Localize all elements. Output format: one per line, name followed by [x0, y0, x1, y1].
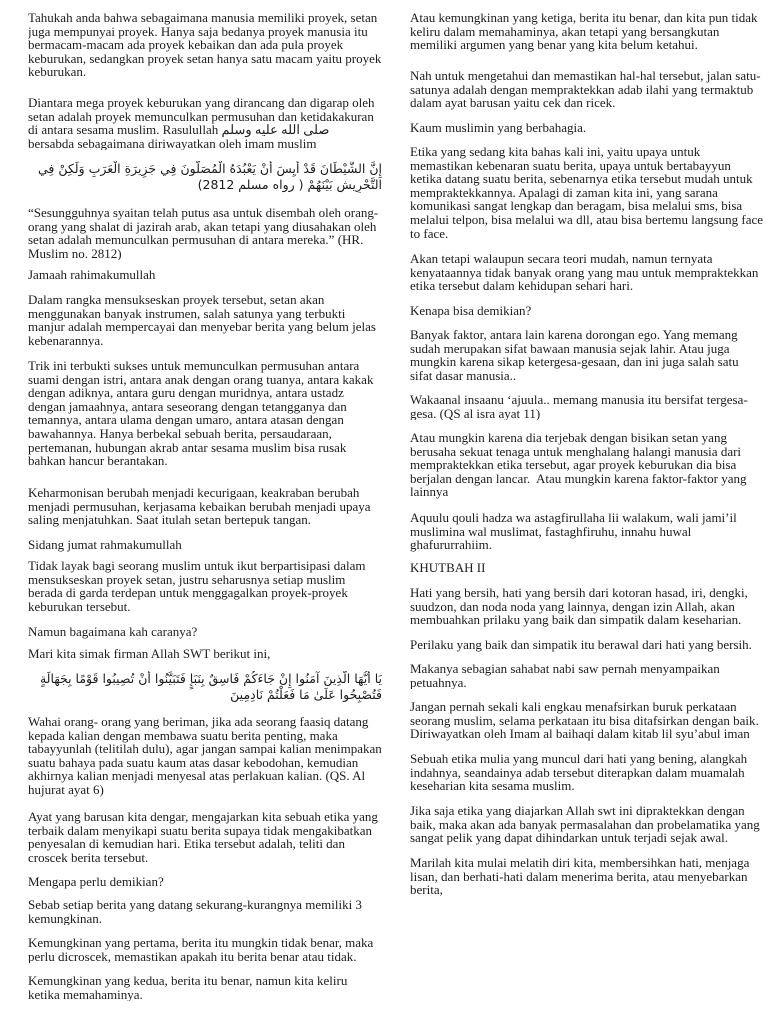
body-paragraph: Makanya sebagian sahabat nabi saw pernah menyampaikan petuahnya.: [410, 662, 720, 690]
arabic-quran-verse: يَا أَيُّهَا الَّذِينَ آمَنُوا إِنْ جَاءَكُمْ فَاسِقٌ بِنَبَإٍ فَتَبَيَّنُوا أَنْ تُصِيبُوا قَوْمًا بِجَهَالَةٍ فَتُصْبِحُوا عَلَىٰ مَا فَعَلْتُمْ نَادِمِينَ: [39, 671, 382, 702]
body-paragraph: Atau kemungkinan yang ketiga, berita itu benar, dan kita pun tidak keliru dalam memahaminya, akan tetapi yang bersangkutan memiliki argumen yang benar yang kita belum ketahui.: [410, 11, 758, 52]
body-paragraph: Kemungkinan yang pertama, berita itu mungkin tidak benar, maka perlu dicroscek, memastikan apakah itu berita benar atau tidak.: [28, 936, 374, 964]
body-paragraph: Namun bagaimana kah caranya?: [28, 625, 198, 639]
body-paragraph: Kemungkinan yang kedua, berita itu benar, namun kita keliru ketika memahaminya.: [28, 974, 348, 1002]
closing-prayer: Aquulu qouli hadza wa astagfirullaha lii walakum, wali jami’il muslimina wal muslimat, fastaghfiruhu, innahu huwal ghafururrahiim.: [410, 511, 737, 552]
salutation: Sidang jumat rahmakumullah: [28, 538, 182, 552]
body-paragraph: Sebuah etika mulia yang muncul dari hati yang bening, alangkah indahnya, seandainya adab tersebut diterapkan dalam muamalah keseharian kita sesama muslim.: [410, 752, 748, 793]
body-paragraph: Sebab setiap berita yang datang sekurang-kurangnya memiliki 3 kemungkinan.: [28, 898, 362, 926]
verse-translation: Wahai orang- orang yang beriman, jika ada seorang faasiq datang kepada kalian dengan membawa suatu berita penting, maka tabayyunlah (telitilah dulu), agar jangan sampai kalian menimpakan suatu bahaya pada suatu kaum atas dasar kebodohan, kemudian akhirnya kalian menjadi menyesal atas perlakuan kalian. (QS. Al hujurat ayat 6): [28, 715, 382, 797]
body-paragraph: Jangan pernah sekali kali engkau menafsirkan buruk perkataan seorang muslim, selama perkataan itu bisa ditafsirkan dengan baik. Diriwayatkan oleh Imam al baihaqi dalam kitab lil syu’abul iman: [410, 700, 759, 741]
body-paragraph: Keharmonisan berubah menjadi kecurigaan, keakraban berubah menjadi permusuhan, kerjasama kebaikan berubah menjadi upaya saling menjatuhkan. Saat itulah setan bertepuk tangan.: [28, 486, 371, 527]
body-paragraph: Akan tetapi walaupun secara teori mudah, namun ternyata kenyataannya tidak banyak orang yang mau untuk mempraktekkan etika tersebut dalam kehidupan sehari hari.: [410, 252, 759, 293]
body-paragraph: Hati yang bersih, hati yang bersih dari kotoran hasad, iri, dengki, suudzon, dan noda noda yang lainnya, dengan izin Allah, akan membuahkan prilaku yang baik dan simpatik dalam keseharian.: [410, 586, 748, 627]
body-paragraph: Mengapa perlu demikian?: [28, 875, 164, 889]
body-paragraph: Atau mungkin karena dia terjebak dengan bisikan setan yang berusaha sekuat tenaga untuk menghalang halangi manusia dari mempraktekkan etika tersebut, agar proyek keburukan dia bisa berjalan dengan lancar. Atau mungkin karena faktor-faktor yang lainnya: [410, 431, 747, 499]
body-paragraph: Mari kita simak firman Allah SWT berikut ini,: [28, 647, 271, 661]
section-heading-khutbah-2: KHUTBAH II: [410, 561, 486, 575]
body-paragraph: Nah untuk mengetahui dan memastikan hal-hal tersebut, jalan satu- satunya adalah dengan mempraktekkan adab ilahi yang termaktub dalam ayat barusan yaitu cek dan ricek.: [410, 69, 761, 110]
body-paragraph: Dalam rangka mensukseskan proyek tersebut, setan akan menggunakan banyak instrumen, salah satunya yang terbukti manjur adalah mempercayai dan menyebar berita yang belum jelas kebenarannya.: [28, 293, 376, 348]
body-paragraph: Marilah kita mulai melatih diri kita, membersihkan hati, menjaga lisan, dan berhati-hati dalam menerima berita, atau menyebarkan berita,: [410, 856, 750, 897]
arabic-hadith-quote: إِنَّ الشَّيْطَانَ قَدْ أَيِسَ أَنْ يَعْبُدَهُ الْمُصَلُّونَ فِي جَزِيرَةِ الْعَرَبِ وَلَكِنْ فِي التَّحْرِيشِ بَيْنَهُمْ ( رواه مسلم 2812): [38, 161, 382, 192]
body-paragraph: Diantara mega proyek keburukan yang dirancang dan digarap oleh setan adalah proyek memunculkan permusuhan dan ketidakakuran di antara sesama muslim. Rasulullah صلى الله عليه وسلم bersabda sebagaimana diriwayatkan oleh imam muslim: [28, 96, 375, 151]
body-paragraph: Perilaku yang baik dan simpatik itu berawal dari hati yang bersih.: [410, 638, 752, 652]
body-paragraph: Jika saja etika yang diajarkan Allah swt ini dipraktekkan dengan baik, maka akan ada banyak permasalahan dan probelamatika yang sangat pelik yang dapat dihindarkan untuk terjadi sejak awal.: [410, 804, 760, 845]
body-paragraph: Banyak faktor, antara lain karena dorongan ego. Yang memang sudah merupakan sifat bawaan manusia sejak lahir. Atau juga mungkin karena sikap ketergesa-gesaan, dan ini juga salah satu sifat dasar manusia..: [410, 328, 739, 383]
body-paragraph: Trik ini terbukti sukses untuk memunculkan permusuhan antara suami dengan istri, antara anak dengan orang tuanya, antara kakak dengan adiknya, antara guru dengan muridnya, antara ustadz dengan jamaahnya, antara seseorang dengan tetangganya dan temannya, antara ulama dengan umaro, antara atasan dengan bawahannya. Hanya berbekal sebuah berita, persaudaraan, pertemanan, hubungan akrab antar sesama muslim bisa rusak bahkan hancur berantakan.: [28, 359, 374, 468]
body-paragraph: Tidak layak bagi seorang muslim untuk ikut berpartisipasi dalam mensukseskan proyek setan, justru seharusnya setiap muslim berada di garda terdepan untuk menggagalkan proyek-proyek keburukan tersebut.: [28, 559, 366, 614]
body-paragraph: Ayat yang barusan kita dengar, mengajarkan kita sebuah etika yang terbaik dalam menyikapi suatu berita supaya tidak mengakibatkan penyesalan di kemudian hari. Etika tersebut adalah, teliti dan croscek berita tersebut.: [28, 810, 378, 865]
body-paragraph: Tahukah anda bahwa sebagaimana manusia memiliki proyek, setan juga mempunyai proyek. Hanya saja bedanya proyek manusia itu bermacam-macam ada proyek kebaikan dan ada pula proyek keburukan, sedangkan proyek setan hanya satu macam yaitu proyek keburukan.: [28, 11, 382, 79]
body-paragraph: Kenapa bisa demikian?: [410, 304, 532, 318]
body-paragraph: Wakaanal insaanu ‘ajuula.. memang manusia itu bersifat tergesa- gesa. (QS al isra ayat 11): [410, 393, 748, 421]
hadith-translation: “Sesungguhnya syaitan telah putus asa untuk disembah oleh orang- orang yang shalat di jazirah arab, akan tetapi yang diusahakan oleh setan adalah memunculkan permusuhan di antara mereka.” (HR. Muslim no. 2812): [28, 206, 379, 261]
salutation: Jamaah rahimakumullah: [28, 268, 156, 282]
body-paragraph: Etika yang sedang kita bahas kali ini, yaitu upaya untuk memastikan kebenaran suatu berita, upaya untuk bertabayyun ketika datang suatu berita, sebenarnya etika tersebut mudah untuk mempraktekkannya. Apalagi di zaman kita ini, yang sarana komunikasi sangat lengkap dan beragam, bisa melalui sms, bisa melalui telpon, bisa melalui wa dll, atau bisa bertemu langsung face to face.: [410, 145, 764, 241]
salutation: Kaum muslimin yang berbahagia.: [410, 121, 587, 135]
